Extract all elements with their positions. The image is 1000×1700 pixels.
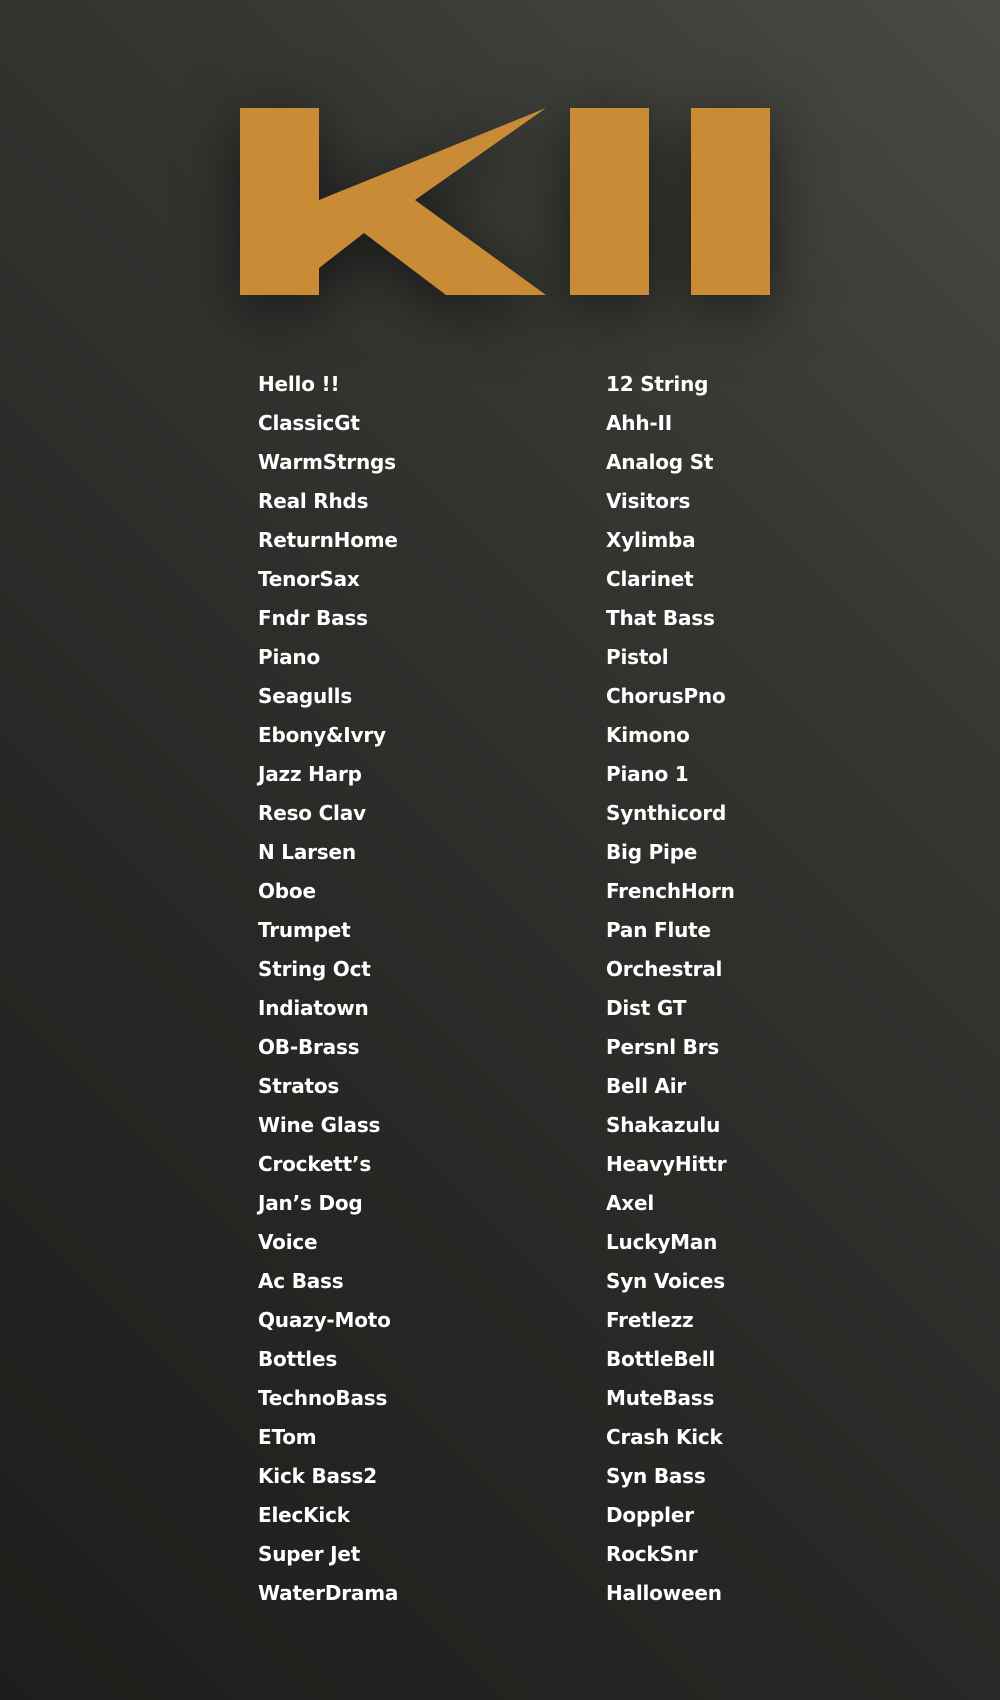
logo-k-stem: [240, 108, 319, 295]
logo-shapes: [240, 108, 770, 295]
patch-name: Crockett’s: [258, 1152, 372, 1176]
patch-name: Super Jet: [258, 1542, 361, 1566]
patch-name: Axel: [606, 1191, 654, 1215]
patch-name: FrenchHorn: [606, 879, 735, 903]
patch-name: Wine Glass: [258, 1113, 381, 1137]
patch-name: ClassicGt: [258, 411, 360, 435]
logo-k-arms: [319, 108, 546, 295]
patch-name: Syn Bass: [606, 1464, 706, 1488]
patch-name: MuteBass: [606, 1386, 715, 1410]
patch-name: ETom: [258, 1425, 317, 1449]
patch-name: Analog St: [606, 450, 714, 474]
patch-name: 12 String: [606, 372, 709, 396]
patch-name: Ahh-II: [606, 411, 672, 435]
logo-i-first: [570, 108, 649, 295]
patch-name: Bottles: [258, 1347, 338, 1371]
patch-name: ChorusPno: [606, 684, 726, 708]
patch-name: Visitors: [606, 489, 691, 513]
patch-name: WaterDrama: [258, 1581, 399, 1605]
patch-name: Syn Voices: [606, 1269, 725, 1293]
patch-name: RockSnr: [606, 1542, 698, 1566]
patch-name: Kick Bass2: [258, 1464, 377, 1488]
patch-list-left: [258, 365, 558, 1613]
patch-name: Seagulls: [258, 684, 353, 708]
patch-name: Stratos: [258, 1074, 340, 1098]
patch-name: Synthicord: [606, 801, 727, 825]
patch-name: ReturnHome: [258, 528, 398, 552]
patch-name: Piano: [258, 645, 320, 669]
patch-name: Voice: [258, 1230, 318, 1254]
patch-name: Ebony&Ivry: [258, 723, 386, 747]
patch-name: Real Rhds: [258, 489, 369, 513]
patch-name: OB-Brass: [258, 1035, 360, 1059]
patch-name: Clarinet: [606, 567, 694, 591]
patch-name: Hello !!: [258, 372, 340, 396]
patch-name: Orchestral: [606, 957, 723, 981]
patch-name: Xylimba: [606, 528, 696, 552]
patch-name: Fretlezz: [606, 1308, 694, 1332]
patch-name: LuckyMan: [606, 1230, 718, 1254]
kii-logo: [240, 108, 770, 298]
patch-name: Doppler: [606, 1503, 694, 1527]
patch-name: Kimono: [606, 723, 690, 747]
patch-name: Pistol: [606, 645, 669, 669]
patch-name: That Bass: [606, 606, 715, 630]
patch-name: Piano 1: [606, 762, 689, 786]
patch-name: Trumpet: [258, 918, 351, 942]
patch-name: HeavyHittr: [606, 1152, 727, 1176]
patch-name: Dist GT: [606, 996, 687, 1020]
patch-name: Pan Flute: [606, 918, 711, 942]
patch-name: ElecKick: [258, 1503, 350, 1527]
patch-name: Indiatown: [258, 996, 369, 1020]
patch-name: Jazz Harp: [258, 762, 362, 786]
patch-name: WarmStrngs: [258, 450, 396, 474]
patch-name: Persnl Brs: [606, 1035, 720, 1059]
patch-name: Big Pipe: [606, 840, 698, 864]
patch-name: TechnoBass: [258, 1386, 388, 1410]
logo-i-second: [691, 108, 770, 295]
patch-name: Ac Bass: [258, 1269, 344, 1293]
patch-name: Bell Air: [606, 1074, 687, 1098]
patch-name: TenorSax: [258, 567, 360, 591]
patch-name: Crash Kick: [606, 1425, 723, 1449]
patch-name: Halloween: [606, 1581, 722, 1605]
patch-name: Shakazulu: [606, 1113, 721, 1137]
patch-name: Oboe: [258, 879, 316, 903]
patch-name: String Oct: [258, 957, 371, 981]
patch-list-right: [606, 365, 906, 1613]
patch-name: Reso Clav: [258, 801, 366, 825]
patch-name: N Larsen: [258, 840, 356, 864]
patch-name: BottleBell: [606, 1347, 716, 1371]
patch-name: Quazy-Moto: [258, 1308, 391, 1332]
patch-name: Fndr Bass: [258, 606, 368, 630]
patch-name: Jan’s Dog: [258, 1191, 363, 1215]
